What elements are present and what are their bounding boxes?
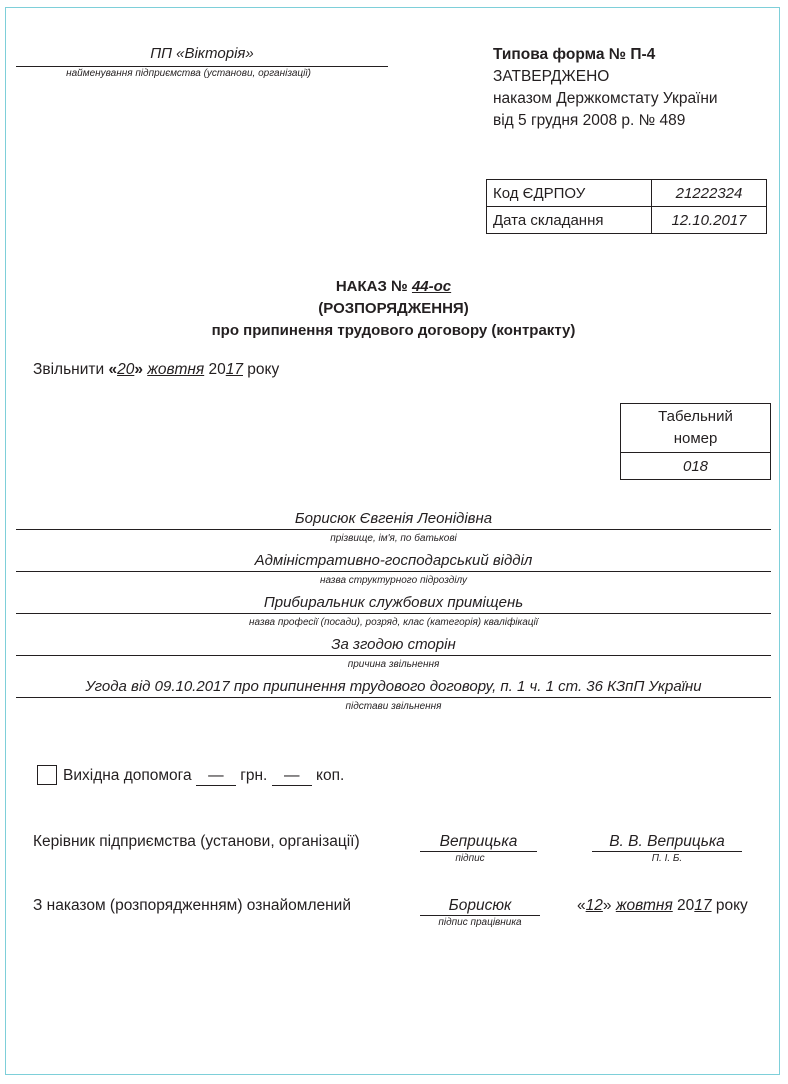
form-number: Типова форма № П-4 — [493, 46, 656, 63]
head-signature-caption: підпис — [455, 853, 485, 864]
date-value: 12.10.2017 — [652, 207, 767, 234]
form-header — [493, 44, 718, 132]
dismiss-month: жовтня — [147, 361, 205, 378]
acquainted-year-prefix: 20 — [677, 897, 695, 914]
quote-open: « — [108, 361, 118, 378]
quote-close: » — [134, 361, 143, 378]
dismiss-line — [33, 361, 279, 379]
head-name-caption: П. І. Б. — [651, 853, 683, 864]
severance-grn-value: — — [196, 767, 236, 786]
employee-name: Борисюк Євгенія Леонідівна — [294, 510, 493, 527]
enterprise-underline — [16, 66, 388, 67]
approved-date: від 5 грудня 2008 р. № 489 — [493, 112, 686, 129]
severance-line — [63, 767, 344, 786]
tab-number-value: 018 — [621, 453, 771, 480]
dismiss-year-prefix: 20 — [208, 361, 226, 378]
severance-checkbox[interactable] — [37, 765, 57, 785]
severance-grn-label: грн. — [235, 767, 272, 784]
order-subtitle: (РОЗПОРЯДЖЕННЯ) — [318, 300, 469, 317]
acquainted-month: жовтня — [615, 897, 673, 914]
order-prefix: НАКАЗ № — [335, 278, 412, 295]
field-line — [16, 529, 771, 530]
acquainted-date — [577, 897, 748, 915]
severance-kop-value: — — [272, 767, 312, 786]
field-line — [16, 697, 771, 698]
field-line — [16, 613, 771, 614]
severance-kop-label: коп. — [311, 767, 345, 784]
order-number: 44-ос — [411, 278, 452, 295]
dismissal-reason-caption: причина звільнення — [347, 659, 440, 670]
table-row — [621, 404, 771, 453]
dismissal-basis: Угода від 09.10.2017 про припинення трудового договору, п. 1 ч. 1 ст. 36 КЗпП України — [85, 678, 702, 695]
signature-line — [420, 915, 540, 916]
dismissal-basis-caption: підстави звільнення — [345, 701, 442, 712]
name-line — [592, 851, 742, 852]
employee-signature: Борисюк — [448, 897, 512, 914]
tab-number-header: Табельний номер — [621, 404, 771, 453]
dismissal-reason: За згодою сторін — [331, 636, 456, 653]
order-title — [16, 276, 771, 342]
codes-table — [486, 179, 767, 234]
dismiss-label: Звільнити — [33, 361, 109, 378]
acquainted-day: 12 — [585, 897, 603, 914]
head-name: В. В. Веприцька — [609, 833, 725, 850]
head-signature: Веприцька — [439, 833, 518, 850]
field-line — [16, 571, 771, 572]
employee-name-caption: прізвище, ім'я, по батькові — [330, 533, 457, 544]
table-row — [487, 180, 767, 207]
acquainted-label: З наказом (розпорядженням) ознайомлений — [33, 897, 351, 914]
dismiss-year-word: року — [243, 361, 280, 378]
severance-label: Вихідна допомога — [63, 767, 196, 784]
enterprise-name: ПП «Вікторія» — [150, 45, 254, 62]
approved-label: ЗАТВЕРДЖЕНО — [493, 68, 610, 85]
acquainted-year-word: року — [711, 897, 748, 914]
tab-number-table — [620, 403, 771, 480]
approved-by: наказом Держкомстату України — [493, 90, 718, 107]
quote-open: « — [577, 897, 586, 914]
head-label: Керівник підприємства (установи, організації) — [33, 833, 360, 850]
table-row — [621, 453, 771, 480]
code-label: Код ЄДРПОУ — [487, 180, 652, 207]
enterprise-caption: найменування підприємства (установи, організації) — [66, 68, 311, 79]
table-row — [487, 207, 767, 234]
dismiss-day: 20 — [117, 361, 135, 378]
department-caption: назва структурного підрозділу — [319, 575, 468, 586]
date-label: Дата складання — [487, 207, 652, 234]
field-line — [16, 655, 771, 656]
signature-line — [420, 851, 537, 852]
quote-close: » — [602, 897, 612, 914]
dismiss-year-suffix: 17 — [225, 361, 243, 378]
order-subject: про припинення трудового договору (контракту) — [211, 322, 576, 339]
position: Прибиральник службових приміщень — [263, 594, 524, 611]
employee-signature-caption: підпис працівника — [438, 917, 522, 928]
acquainted-year-suffix: 17 — [694, 897, 712, 914]
department: Адміністративно-господарський відділ — [254, 552, 533, 569]
code-value: 21222324 — [652, 180, 767, 207]
position-caption: назва професії (посади), розряд, клас (категорія) кваліфікації — [249, 617, 538, 628]
